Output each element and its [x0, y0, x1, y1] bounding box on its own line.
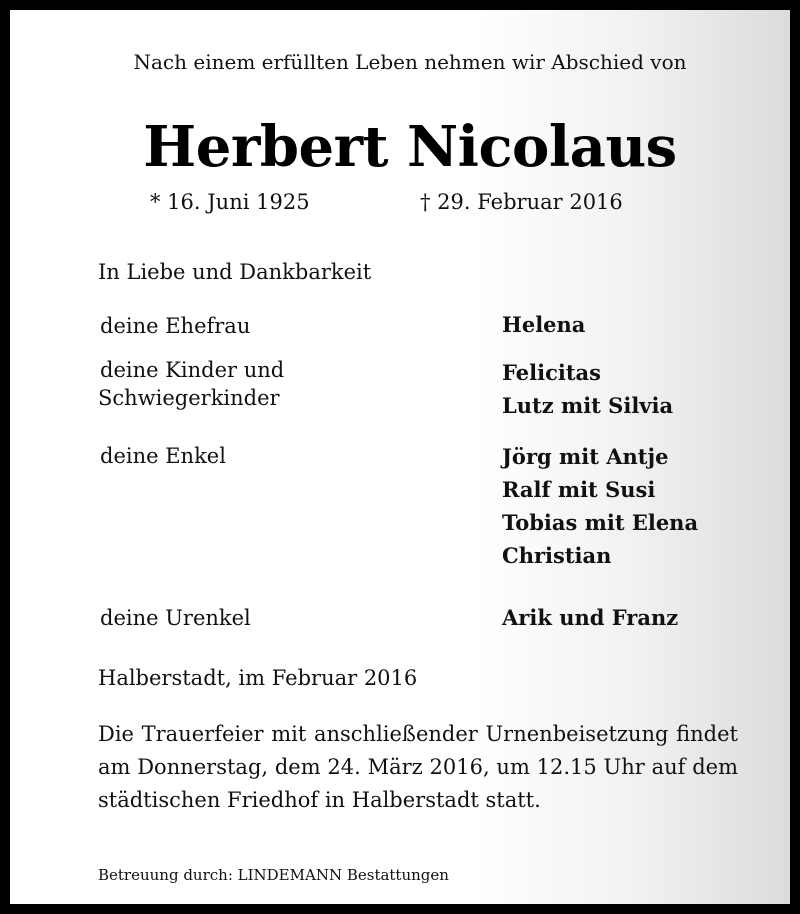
ceremony-details: Die Trauerfeier mit anschließender Urnenbeisetzung findet am Donnerstag, dem 24. März 2016, um 12.15 Uhr auf dem städtischen Friedhof in Halberstadt statt. — [98, 722, 738, 812]
funeral-home-credit: Betreuung durch: LINDEMANN Bestattungen — [98, 866, 449, 884]
death-date: † 29. Februar 2016 — [420, 190, 623, 214]
spouse-names — [502, 308, 585, 341]
mourner-name: Helena — [502, 312, 586, 337]
place-date: Halberstadt, im Februar 2016 — [98, 666, 418, 690]
children-label-line2: Schwiegerkinder — [98, 386, 280, 410]
great-grandchildren-label: deine Urenkel — [100, 606, 251, 630]
grandchildren-names — [502, 440, 698, 572]
mourner-name: Jörg mit Antje — [502, 444, 669, 469]
dedication: In Liebe und Dankbarkeit — [98, 260, 372, 284]
mourner-name: Felicitas — [502, 360, 601, 385]
birth-date: * 16. Juni 1925 — [150, 190, 310, 214]
children-names — [502, 356, 673, 422]
great-grandchildren-names — [502, 601, 678, 634]
intro-line: Nach einem erfüllten Leben nehmen wir Abschied von — [133, 50, 687, 74]
deceased-name: Herbert Nicolaus — [143, 114, 677, 180]
mourner-name: Ralf mit Susi — [502, 477, 656, 502]
mourner-name: Tobias mit Elena — [502, 510, 699, 535]
mourner-name: Christian — [502, 543, 612, 568]
spouse-label: deine Ehefrau — [100, 314, 251, 338]
children-label-line1: deine Kinder und — [100, 358, 285, 382]
mourner-name: Arik und Franz — [502, 605, 679, 630]
mourner-name: Lutz mit Silvia — [502, 393, 674, 418]
grandchildren-label: deine Enkel — [100, 444, 226, 468]
